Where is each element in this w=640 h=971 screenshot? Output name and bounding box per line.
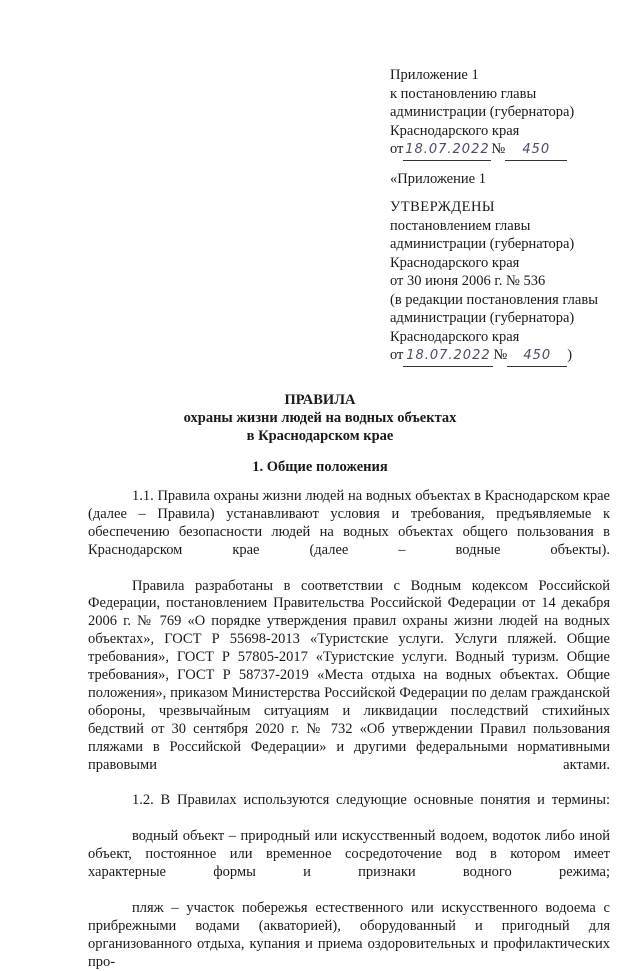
annex-block: [390, 66, 630, 161]
approved-line: постановлением главы: [390, 217, 531, 234]
approved-line: (в редакции постановления главы: [390, 291, 598, 308]
annex-line-1: Приложение 1: [390, 67, 479, 83]
approved-line: администрации (губернатора): [390, 236, 575, 252]
section-heading: 1. Общие положения: [252, 459, 388, 475]
annex-date-line: [390, 140, 630, 161]
annex-number-handwritten: 450: [505, 141, 567, 161]
approved-date-handwritten: 18.07.2022: [403, 347, 493, 367]
annex-line-2: к постановлению главы: [390, 85, 537, 102]
paragraph-definition-beach: пляж – участок побережья естественного или искусственного водоема с прибрежными водами (акваторией), оборудованный и пригодный для организованного отдыха, купания и приема оздоровительных и профилактических про-: [88, 899, 610, 970]
annex-quote: «Приложение 1: [390, 171, 486, 187]
approved-date-prefix: от: [390, 347, 404, 363]
approved-line: Краснодарского края: [390, 254, 520, 271]
approved-date-line: [390, 346, 630, 367]
approved-line: Краснодарского края: [390, 328, 520, 345]
approved-heading: УТВЕРЖДЕНЫ: [390, 199, 496, 215]
annex-date-prefix: от: [390, 141, 404, 157]
body-text: [88, 488, 610, 971]
approved-number-handwritten: 450: [507, 347, 567, 367]
approved-block: [390, 198, 630, 367]
document-subtitle-1: охраны жизни людей на водных объектах: [183, 410, 457, 426]
approved-closing-paren: ): [567, 347, 573, 363]
approved-line: администрации (губернатора): [390, 310, 575, 326]
paragraph-1-1: 1.1. Правила охраны жизни людей на водных объектах в Краснодарском крае (далее – Правила) устанавливают условия и требования, предъявляемые к обеспечению безопасности людей на водных объектах общего пользования в Краснодарском крае (далее – водные объекты).: [88, 488, 610, 558]
paragraph-definition-water-body: водный объект – природный или искусственный водоем, водоток либо иной объект, постоянное или временное сосредоточение вод в котором имеет характерные формы и признаки водного режима;: [88, 828, 610, 881]
annex-number-sign: №: [491, 141, 506, 157]
annex-quote-block: [390, 170, 630, 189]
document-title: ПРАВИЛА: [284, 392, 356, 408]
document-subtitle-2: в Краснодарском крае: [246, 428, 394, 444]
annex-line-3: администрации (губернатора): [390, 104, 575, 120]
paragraph-legal-basis: Правила разработаны в соответствии с Водным кодексом Российской Федерации, постановлением Правительства Российской Федерации от 14 декабря 2006 г. № 769 «О порядке утверждения правил охраны жизни людей на водных объектах», ГОСТ Р 55698-2013 «Туристские услуги. Услуги пляжей. Общие требования», ГОСТ Р 57805-2017 «Туристские услуги. Водный туризм. Общие требования», ГОСТ Р 58737-2019 «Места отдыха на водных объектах. Общие положения», приказом Министерства Российской Федерации по делам гражданской обороны, чрезвычайным ситуациям и ликвидации последствий стихийных бедствий от 30 сентября 2020 г. № 732 «Об утверждении Правил пользования пляжами в Российской Федерации» и другими федеральными нормативными правовыми актами.: [88, 577, 610, 773]
annex-date-handwritten: 18.07.2022: [403, 141, 491, 161]
approved-number-sign: №: [493, 347, 508, 363]
annex-line-4: Краснодарского края: [390, 122, 520, 139]
paragraph-1-2: 1.2. В Правилах используются следующие основные понятия и термины:: [132, 792, 610, 809]
approved-line: от 30 июня 2006 г. № 536: [390, 273, 546, 289]
